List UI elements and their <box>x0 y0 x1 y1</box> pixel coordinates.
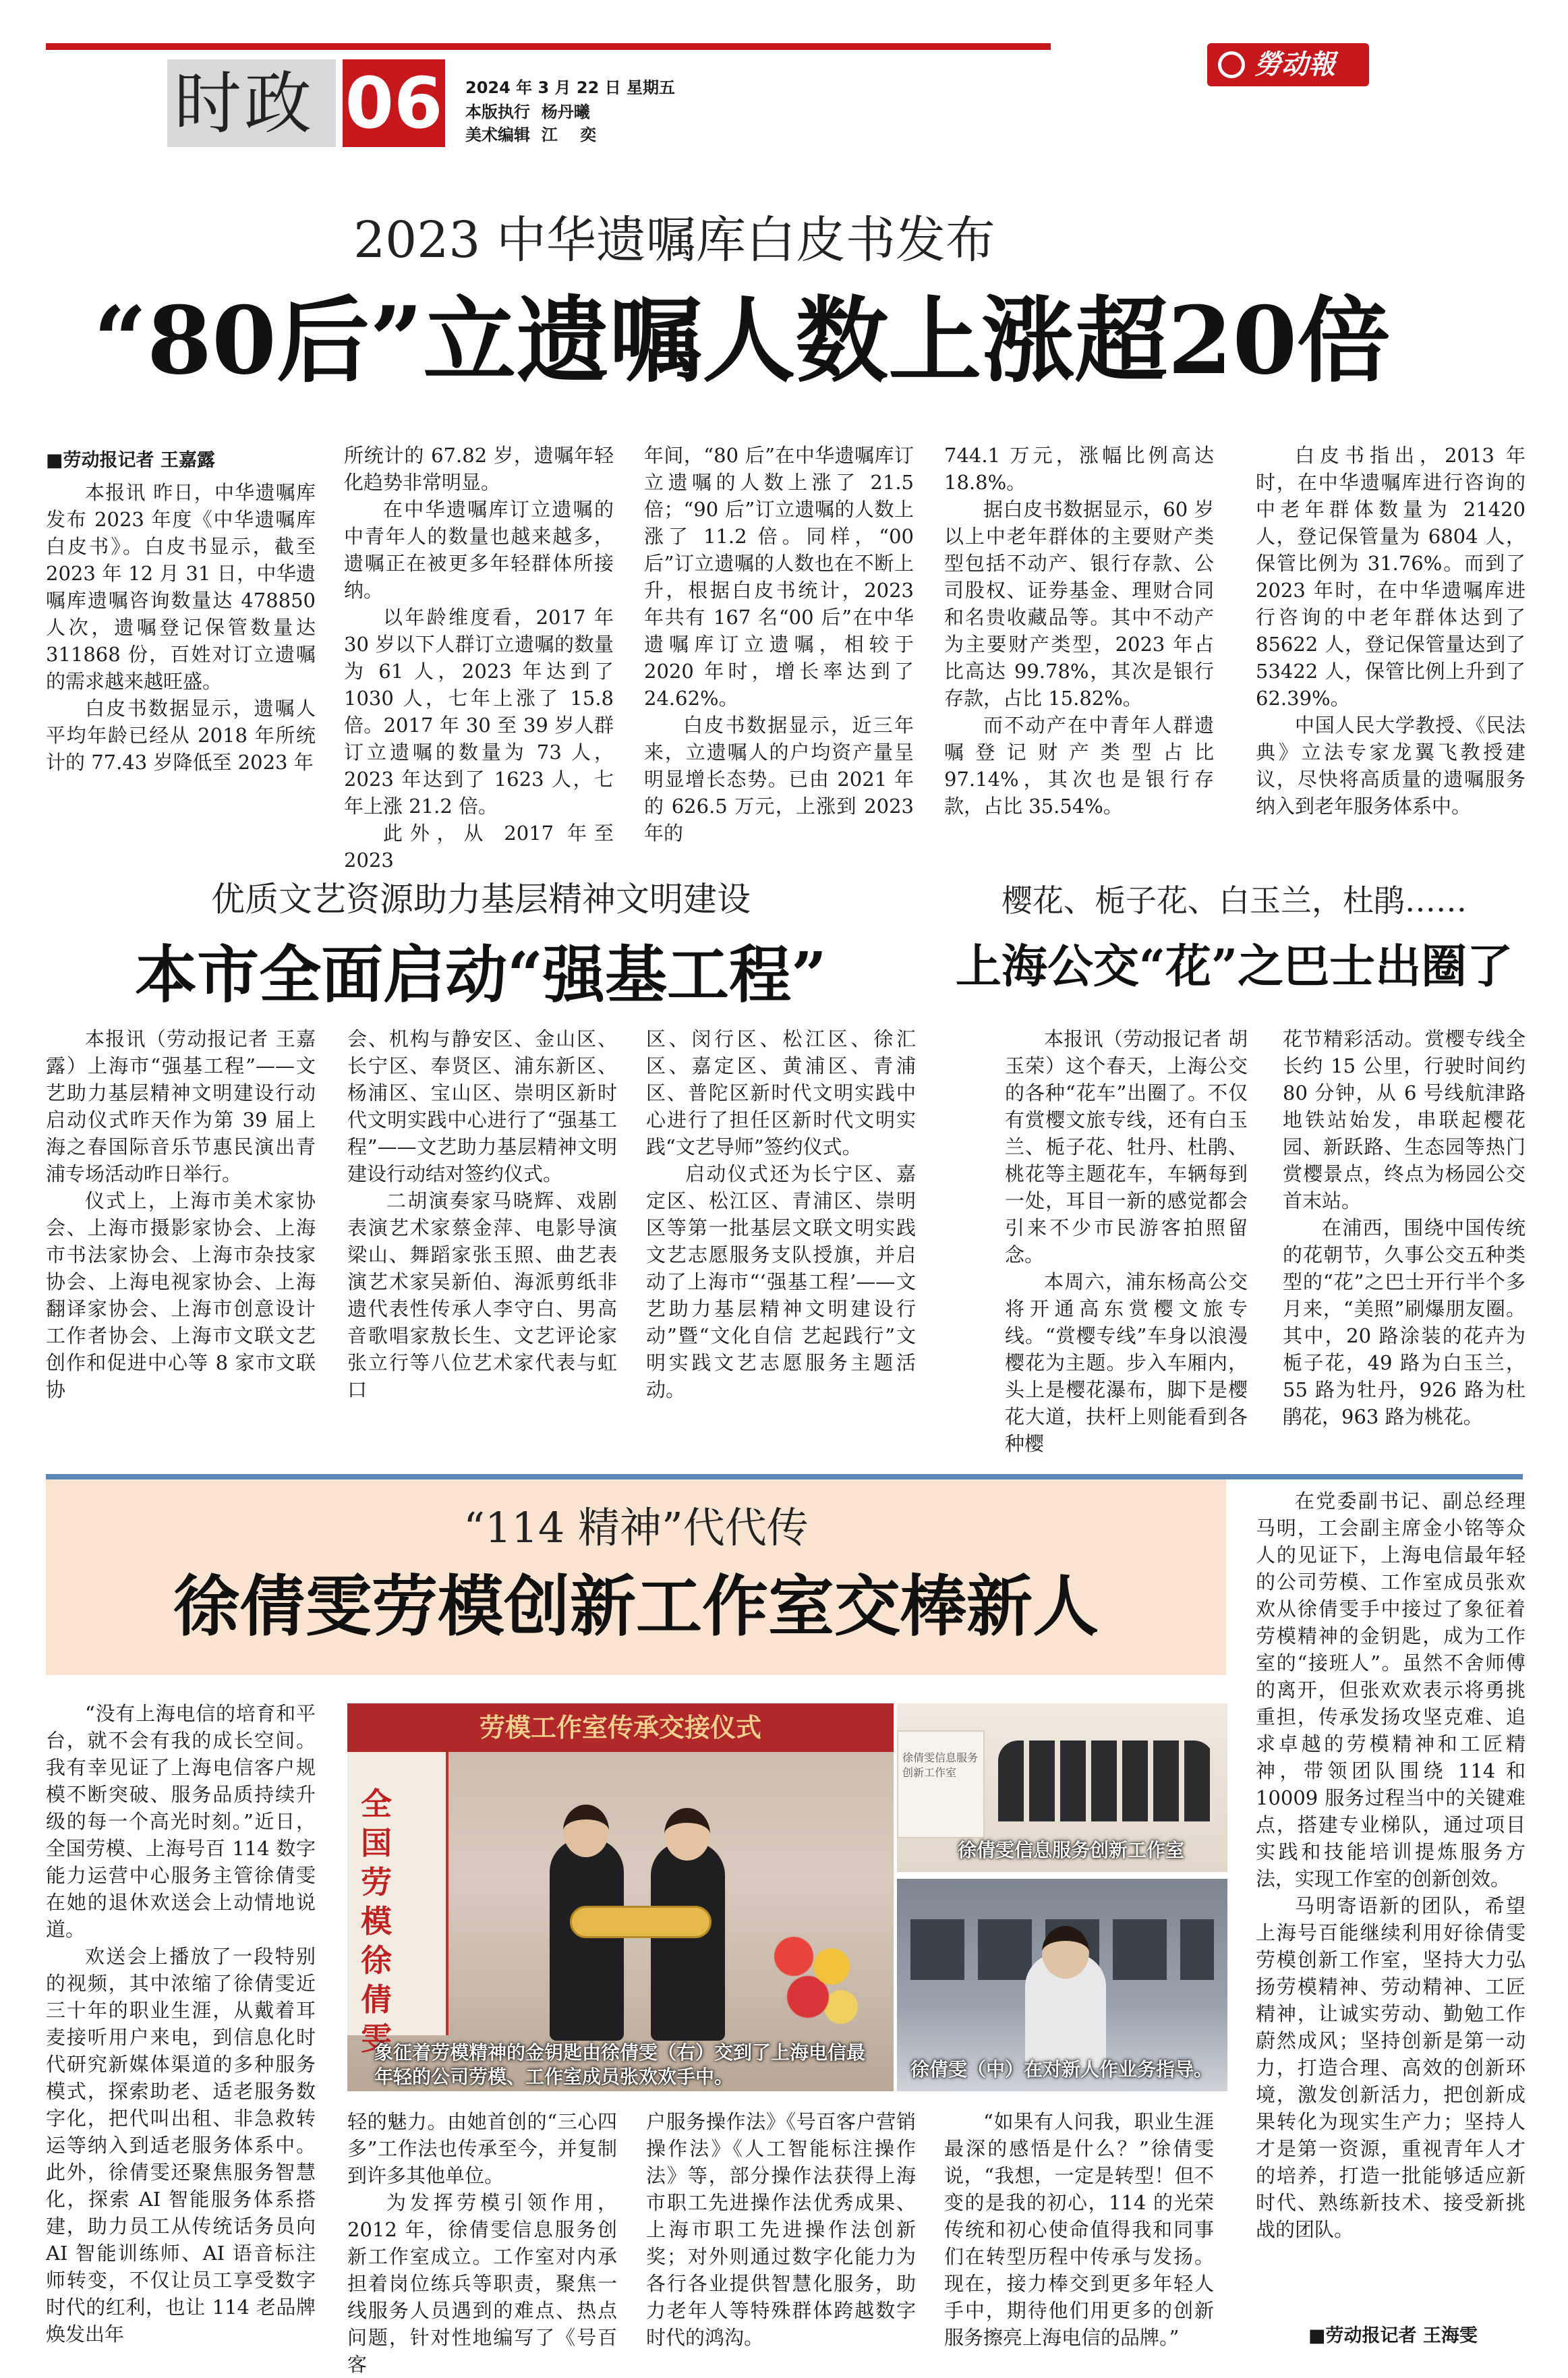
photo-main-caption: 象征着劳模精神的金钥匙由徐倩雯（右）交到了上海电信最年轻的公司劳模、工作室成员张欢欢手中。 <box>374 2041 866 2088</box>
issue-date: 2024 年 3 月 22 日 星期五 <box>465 78 676 97</box>
photo-balloons <box>765 1926 860 2027</box>
paragraph: 在党委副书记、副总经理马明，工会副主席金小铭等众人的见证下，上海电信最年轻的公司劳模、工作室成员张欢欢从徐倩雯手中接过了象征着劳模精神的金钥匙，成为工作室的“接班人”。虽然不舍师傅的离开，但张欢欢表示将勇挑重担，传承发扬攻坚克难、追求卓越的劳模精神和工匠精神，带领团队围绕 114 和 10009 服务过程当中的关键难点，搭建专业梯队，通过项目实践和技能培训提炼服务方法，实现工作室的创新创效。 <box>1256 1490 1526 1890</box>
paragraph: “没有上海电信的培育和平台，就不会有我的成长空间。我有幸见证了上海电信客户规模不断突破、服务品质持续升级的每一个高光时刻。”近日，全国劳模、上海号百 114 数字能力运营中心服务主管徐倩雯在她的退休欢送会上动情地说道。 <box>46 1702 316 1941</box>
photo-team-wall-panel <box>897 1730 985 1838</box>
paragraph: 以年龄维度看，2017 年 30 岁以下人群订立遗嘱的数量为 61 人，2023 年达到了 1030 人，七年上涨了 15.8 倍。2017 年 30 至 39 岁人群订立遗嘱的数量为 73 人，2023 年达到了 1623 人，七年上涨 21.2 倍。 <box>344 606 614 818</box>
article4-col-b3 <box>944 2108 1214 2351</box>
paragraph: 在中华遗嘱库订立遗嘱的中青年人的数量也越来越多，遗嘱正在被更多年轻群体所接纳。 <box>344 498 614 602</box>
article4-col-left <box>46 1700 316 2348</box>
paragraph: 户服务操作法》《号百客户营销操作法》《人工智能标注操作法》等，部分操作法获得上海市职工先进操作法优秀成果、上海市职工先进操作法创新奖；对外则通过数字化能力为各行各业提供智慧化服务，助力老年人等特殊群体跨越数字时代的鸿沟。 <box>646 2110 916 2349</box>
paragraph: 744.1 万元，涨幅比例高达 18.8%。 <box>944 444 1214 494</box>
article4-col-b1 <box>347 2108 617 2378</box>
paragraph: 为发挥劳模引领作用，2012 年，徐倩雯信息服务创新工作室成立。工作室对内承担着岗位练兵等职责，聚焦一线服务人员遇到的难点、热点问题，针对性地编写了《号百客 <box>347 2191 617 2376</box>
photo-person-left <box>550 1838 624 2041</box>
paragraph: 仪式上，上海市美术家协会、上海市摄影家协会、上海市书法家协会、上海市杂技家协会、上海电视家协会、上海翻译家协会、上海市创意设计工作者协会、上海市文联文艺创作和促进中心等 8 家市文联协 <box>46 1189 316 1401</box>
article2-col-1 <box>46 1025 316 1403</box>
article1-col-4 <box>944 442 1214 820</box>
paragraph: 中国人民大学教授、《民法典》立法专家龙翼飞教授建议，尽快将高质量的遗嘱服务纳入到老年服务体系中。 <box>1256 714 1526 818</box>
top-red-rule <box>46 43 1051 50</box>
photo-team-wall-text: 徐倩雯信息服务创新工作室 <box>902 1751 979 1779</box>
paragraph: 所统计的 67.82 岁，遗嘱年轻化趋势非常明显。 <box>344 444 614 494</box>
paragraph: 轻的魅力。由她首创的“三心四多”工作法也传承至今，并复制到许多其他单位。 <box>347 2110 617 2187</box>
article2-col-3 <box>646 1025 916 1403</box>
article2-headline: 本市全面启动“强基工程” <box>135 938 827 1011</box>
photo-banner-text: 劳模工作室传承交接仪式 <box>479 1713 761 1743</box>
article1-kicker: 2023 中华遗嘱库白皮书发布 <box>353 211 995 269</box>
art-editor: 美术编辑 江 奕 <box>465 125 597 144</box>
page-editor: 本版执行 杨丹曦 <box>465 103 590 121</box>
photo-work-person-head <box>1042 1926 1089 1979</box>
article3-col-2 <box>1283 1025 1526 1430</box>
article4-headline: 徐倩雯劳模创新工作室交棒新人 <box>173 1568 1099 1645</box>
paragraph: 欢送会上播放了一段特别的视频，其中浓缩了徐倩雯近三十年的职业生涯，从戴着耳麦接听用户来电，到信息化时代研究新媒体渠道的多种服务模式，探索助老、适老服务数字化，把代叫出租、非急救转运等纳入到适老服务体系中。此外，徐倩雯还聚焦服务智慧化，探索 AI 智能服务体系搭建，助力员工从传统话务员向 AI 智能训练师、AI 语音标注师转变，不仅让员工享受数字时代的红利，也让 114 老品牌焕发出年 <box>46 1945 316 2346</box>
paper-logo-icon <box>1218 51 1245 78</box>
photo-team-studio <box>897 1703 1227 1872</box>
article4-kicker: “114 精神”代代传 <box>463 1503 809 1552</box>
article1-col-2 <box>344 442 614 874</box>
photo-golden-key <box>570 1906 712 1938</box>
article1-col-5 <box>1256 442 1526 820</box>
paragraph: 据白皮书数据显示，60 岁以上中老年群体的主要财产类型包括不动产、银行存款、公司股权、证券基金、理财合同和名贵收藏品等。其中不动产为主要财产类型，2023 年占比高达 99.78%，其次是银行存款，占比 15.82%。 <box>944 498 1214 710</box>
paragraph: 白皮书数据显示，遗嘱人平均年龄已经从 2018 年所统计的 77.43 岁降低至 2023 年 <box>46 697 316 774</box>
article4-col-right <box>1256 1488 1526 2243</box>
article4-top-rule <box>46 1474 1523 1479</box>
paragraph: 启动仪式还为长宁区、嘉定区、松江区、青浦区、崇明区等第一批基层文联文明实践文艺志愿服务支队授旗，并启动了上海市“‘强基工程’——文艺助力基层精神文明建设行动”暨“文化自信 艺起践行”文明实践文艺志愿服务主题活动。 <box>646 1162 916 1401</box>
photo-person-right-head <box>664 1808 710 1861</box>
paragraph: 年间，“80 后”在中华遗嘱库订立遗嘱的人数上涨了 21.5 倍；“90 后”订立遗嘱的人数上涨了 11.2 倍。同样，“00 后”订立遗嘱的人数也在不断上升，根据白皮书统计，2023 年共有 167 名“00 后”在中华遗嘱库订立遗嘱，相较于 2020 年时，增长率达到了 24.62%。 <box>644 444 914 710</box>
article1-col-1 <box>46 479 316 776</box>
paragraph: 在浦西，围绕中国传统的花朝节，久事公交五种类型的“花”之巴士开行半个多月来，“美照”刷爆朋友圈。其中，20 路涂装的花卉为栀子花，49 路为白玉兰，55 路为牡丹，926 路为杜鹃花，963 路为桃花。 <box>1283 1216 1526 1428</box>
paragraph: 白皮书指出，2013 年时，在中华遗嘱库进行咨询的中老年群体数量为 21420 人，登记保管量为 6804 人，保管比例为 31.76%。而到了 2023 年时，在中华遗嘱库进行咨询的中老年群体达到了 85622 人，登记保管量达到了 53422 人，保管比例上升到了 62.39%。 <box>1256 444 1526 710</box>
paper-logo <box>1207 43 1369 86</box>
paragraph: 此外，从 2017 年至 2023 <box>344 822 614 872</box>
page-number: 06 <box>345 62 443 144</box>
paragraph: 会、机构与静安区、金山区、长宁区、奉贤区、浦东新区、杨浦区、宝山区、崇明区新时代文明实践中心进行了“强基工程”——文艺助力基层精神文明建设行动结对签约仪式。 <box>347 1027 617 1185</box>
paragraph: 区、闵行区、松江区、徐汇区、嘉定区、黄浦区、青浦区、普陀区新时代文明实践中心进行了担任区新时代文明实践“文艺导师”签约仪式。 <box>646 1027 916 1158</box>
paragraph: 二胡演奏家马晓辉、戏剧表演艺术家蔡金萍、电影导演梁山、舞蹈家张玉照、曲艺表演艺术家吴新伯、海派剪纸非遗代表性传承人李守白、男高音歌唱家敖长生、文艺评论家张立行等八位艺术家代表与虹口 <box>347 1189 617 1401</box>
paragraph: 本报讯（劳动报记者 王嘉露）上海市“强基工程”——文艺助力基层精神文明建设行动启动仪式昨天作为第 39 届上海之春国际音乐节惠民演出青浦专场活动昨日举行。 <box>46 1027 316 1185</box>
paragraph: 而不动产在中青年人群遗嘱登记财产类型占比 97.14%，其次也是银行存款，占比 35.54%。 <box>944 714 1214 818</box>
article2-col-2 <box>347 1025 617 1403</box>
section-label: 时政 <box>174 64 314 143</box>
photo-sign-text: 全国劳模徐倩雯 <box>361 1786 392 2057</box>
article1-col-3 <box>644 442 914 847</box>
photo-team-members <box>998 1740 1214 1821</box>
article3-headline: 上海公交“花”之巴士出圈了 <box>955 940 1513 994</box>
photo-work-guidance <box>897 1879 1227 2091</box>
photo-handover-ceremony <box>347 1703 894 2091</box>
article3-kicker: 樱花、栀子花、白玉兰，杜鹃…… <box>1001 882 1467 919</box>
paragraph: 白皮书数据显示，近三年来，立遗嘱人的户均资产量呈明显增长态势。已由 2021 年的 626.5 万元，上涨到 2023 年的 <box>644 714 914 845</box>
article2-kicker: 优质文艺资源助力基层精神文明建设 <box>211 880 751 919</box>
paragraph: 花节精彩活动。赏樱专线全长约 15 公里，行驶时间约 80 分钟，从 6 号线航津路地铁站始发，串联起樱花园、新跃路、生态园等热门赏樱景点，终点为杨园公交首末站。 <box>1283 1027 1526 1212</box>
article3-col-1 <box>1005 1025 1248 1457</box>
paragraph: “如果有人问我，职业生涯最深的感悟是什么？”徐倩雯说，“我想，一定是转型！但不变的是我的初心，114 的光荣传统和初心使命值得我和同事们在转型历程中传承与发扬。现在，接力棒交到更多年轻人手中，期待他们用更多的创新服务擦亮上海电信的品牌。” <box>944 2110 1214 2349</box>
paragraph: 本报讯（劳动报记者 胡玉荣）这个春天，上海公交的各种“花车”出圈了。不仅有赏樱文旅专线，还有白玉兰、栀子花、牡丹、杜鹃、桃花等主题花车，车辆每到一处，耳目一新的感觉都会引来不少市民游客拍照留念。 <box>1005 1027 1248 1266</box>
article4-byline: ■劳动报记者 王海雯 <box>1308 2325 1478 2346</box>
photo-team-caption: 徐倩雯信息服务创新工作室 <box>958 1839 1185 1861</box>
paragraph: 本周六，浦东杨高公交将开通高东赏樱文旅专线。“赏樱专线”车身以浪漫樱花为主题。步入车厢内，头上是樱花瀑布，脚下是樱花大道，扶杆上则能看到各种樱 <box>1005 1270 1248 1455</box>
photo-person-right <box>651 1842 725 2041</box>
photo-person-left-head <box>563 1805 609 1857</box>
article1-headline: “80后”立遗嘱人数上涨超20倍 <box>93 285 1391 395</box>
paragraph: 马明寄语新的团队，希望上海号百能继续利用好徐倩雯劳模创新工作室，坚持大力弘扬劳模精神、劳动精神、工匠精神，让诚实劳动、勤勉工作蔚然成风；坚持创新是第一动力，打造合理、高效的创新环境，激发创新活力，把创新成果转化为现实生产力；坚持人才是第一资源，重视青年人才的培养，打造一批能够适应新时代、熟练新技术、接受新挑战的团队。 <box>1256 1894 1526 2241</box>
photo-work-caption: 徐倩雯（中）在对新人作业务指导。 <box>910 2058 1213 2080</box>
paper-logo-text: 勞动報 <box>1254 49 1335 80</box>
paragraph: 本报讯 昨日，中华遗嘱库发布 2023 年度《中华遗嘱库白皮书》。白皮书显示，截至 2023 年 12 月 31 日，中华遗嘱库遗嘱咨询数量达 478850 人次，遗嘱登记保管数量达 311868 份，百姓对订立遗嘱的需求越来越旺盛。 <box>46 481 316 693</box>
article1-byline: ■劳动报记者 王嘉露 <box>46 450 215 471</box>
article4-col-b2 <box>646 2108 916 2351</box>
